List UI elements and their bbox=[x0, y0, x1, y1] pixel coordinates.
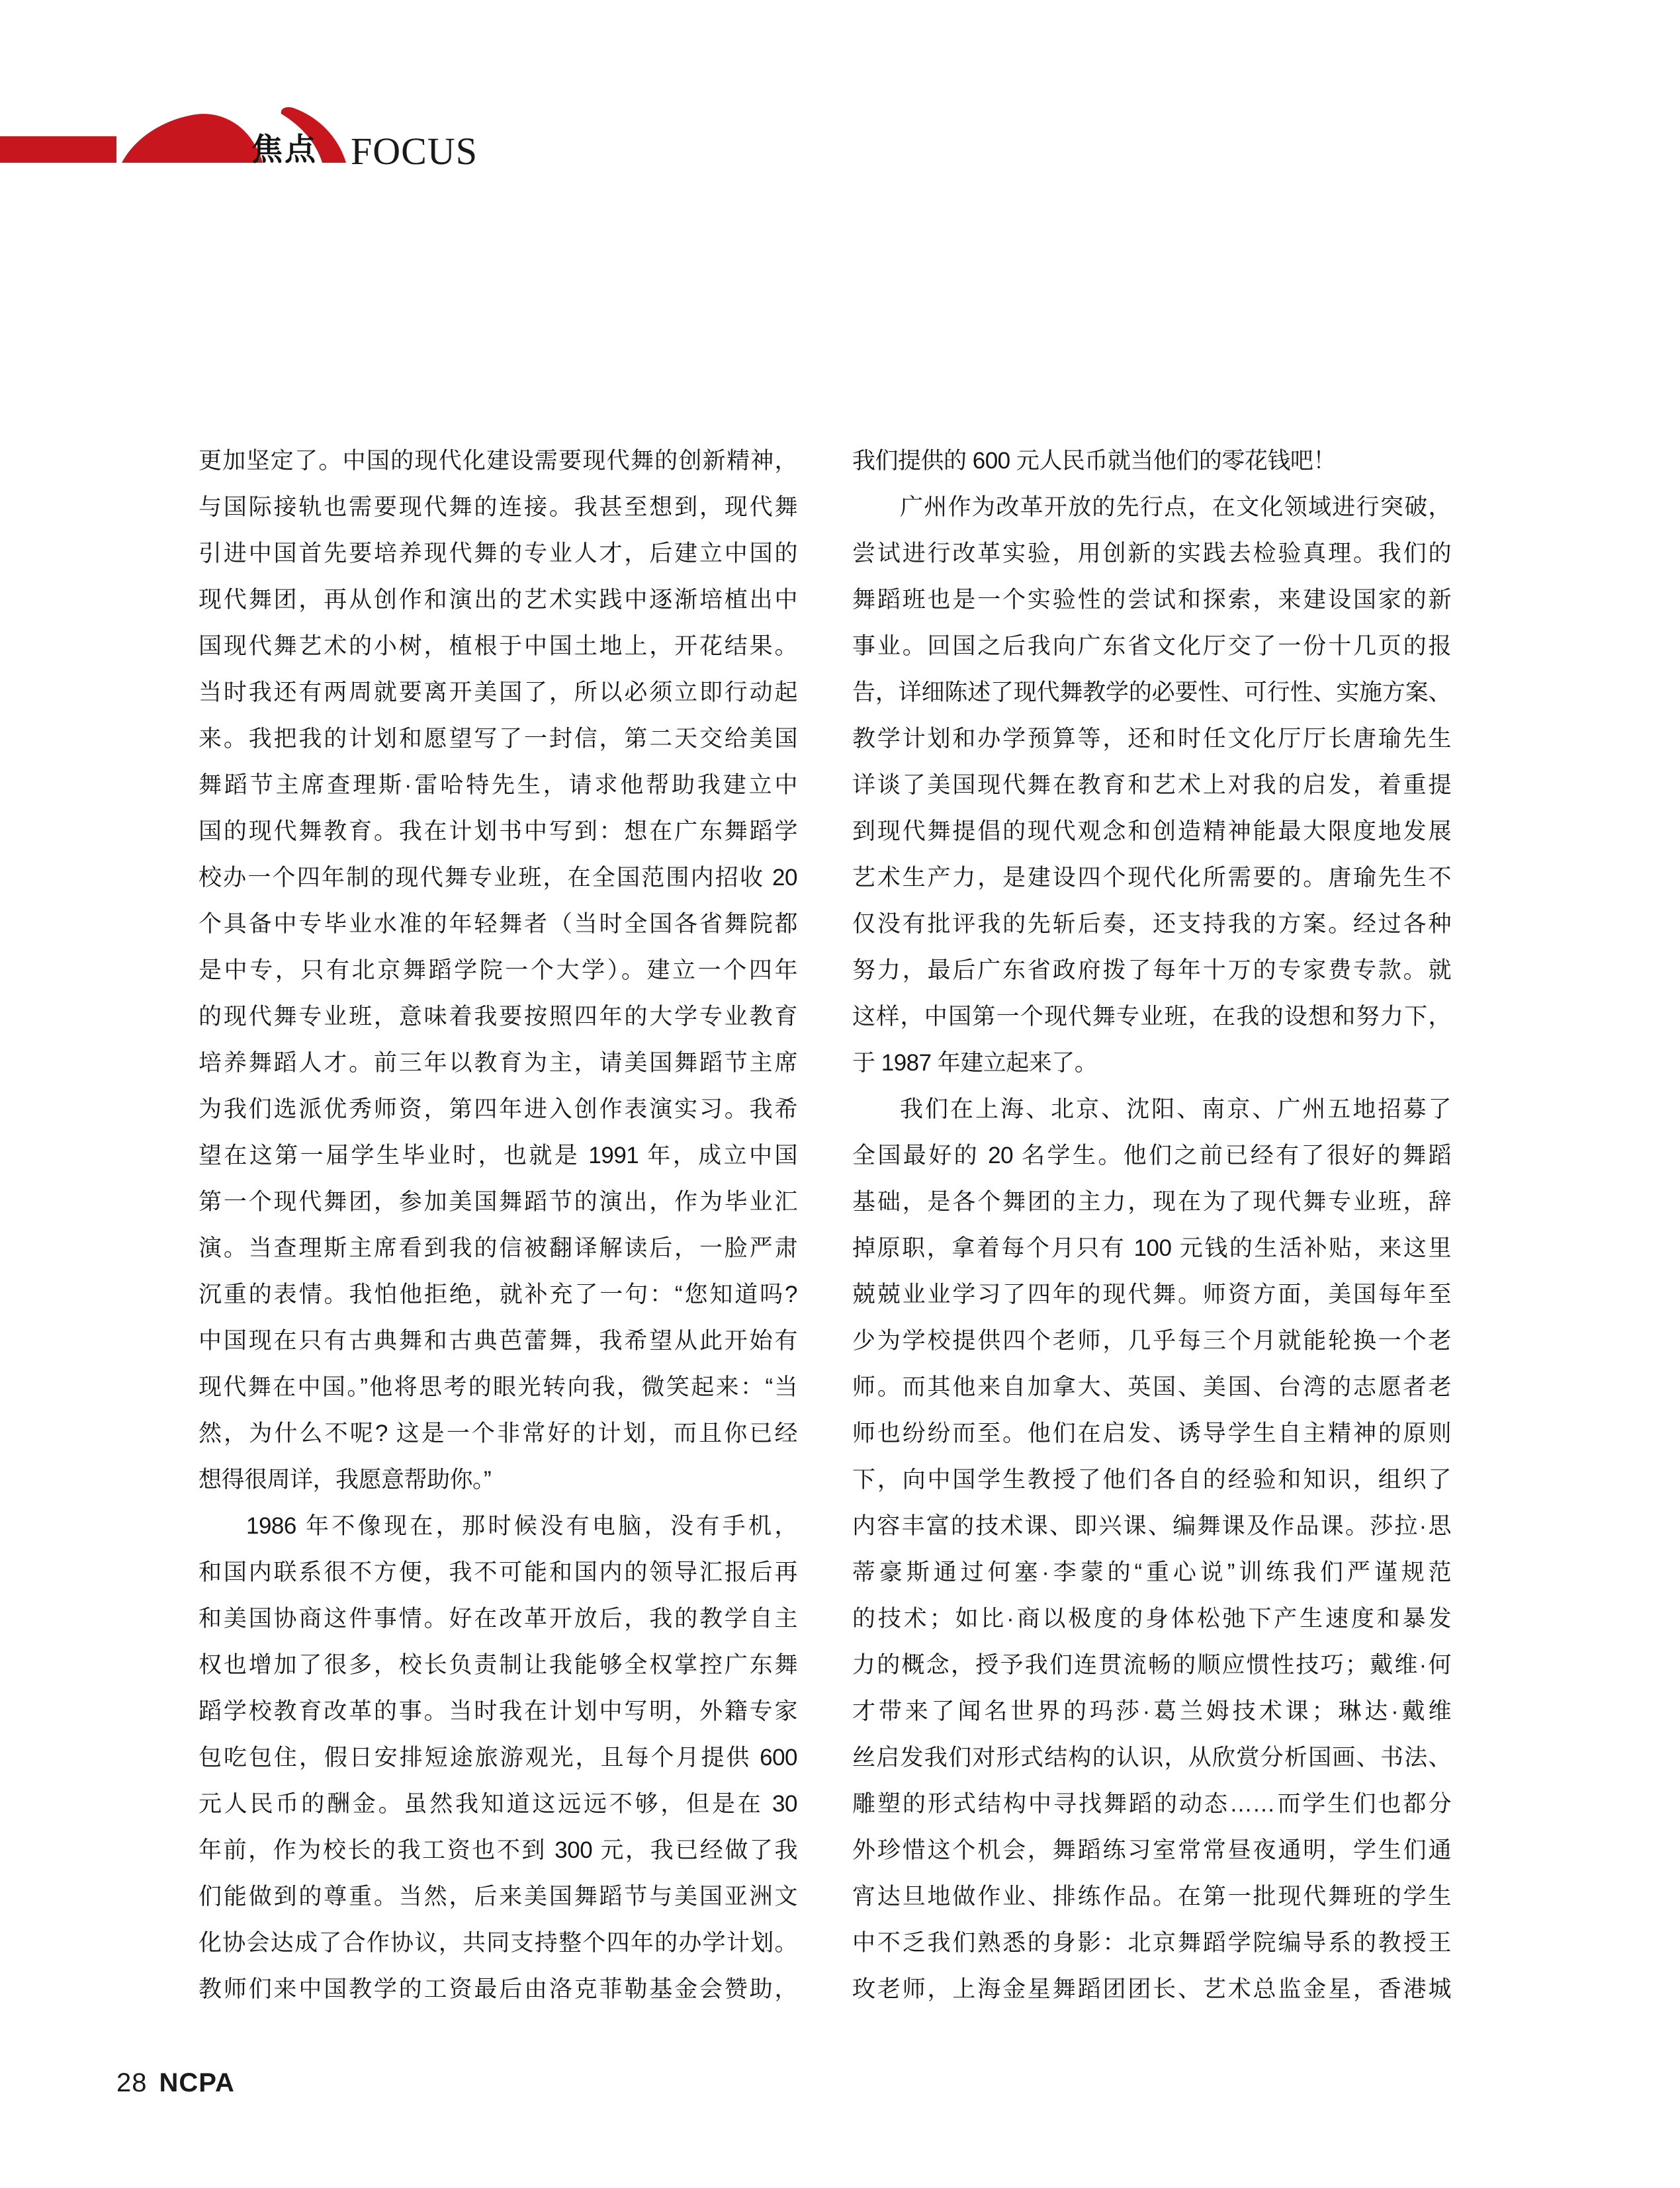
text-line: 现代舞在中国。”他将思考的眼光转向我，微笑起来：“当 bbox=[199, 1374, 797, 1400]
text-line: 包吃包住，假日安排短途旅游观光，且每个月提供 600 bbox=[199, 1745, 797, 1771]
text-line: 培养舞蹈人才。前三年以教育为主，请美国舞蹈节主席 bbox=[199, 1050, 797, 1076]
magazine-brand: NCPA bbox=[159, 2068, 235, 2097]
text-line: 是中专，只有北京舞蹈学院一个大学）。建立一个四年 bbox=[199, 957, 797, 983]
text-line: 的技术；如比·商以极度的身体松弛下产生速度和暴发 bbox=[852, 1606, 1451, 1632]
text-line: 1986 年不像现在，那时候没有电脑，没有手机， bbox=[246, 1513, 797, 1539]
text-line: 力的概念，授予我们连贯流畅的顺应惯性技巧；戴维·何 bbox=[852, 1652, 1451, 1678]
text-line: 国的现代舞教育。我在计划书中写到：想在广东舞蹈学 bbox=[199, 818, 797, 844]
text-line: 校办一个四年制的现代舞专业班，在全国范围内招收 20 bbox=[199, 865, 797, 891]
text-line: 舞蹈节主席查理斯·雷哈特先生，请求他帮助我建立中 bbox=[199, 772, 797, 798]
text-line: 来。我把我的计划和愿望写了一封信，第二天交给美国 bbox=[199, 726, 797, 752]
text-line: 沉重的表情。我怕他拒绝，就补充了一句：“您知道吗? bbox=[199, 1282, 797, 1307]
text-line: 国现代舞艺术的小树，植根于中国土地上，开花结果。 bbox=[199, 633, 797, 659]
text-line: 权也增加了很多，校长负责制让我能够全权掌控广东舞 bbox=[199, 1652, 797, 1678]
text-line: 详谈了美国现代舞在教育和艺术上对我的启发，着重提 bbox=[852, 772, 1451, 798]
text-line: 我们提供的 600 元人民币就当他们的零花钱吧！ bbox=[852, 448, 1336, 474]
text-line: 少为学校提供四个老师，几乎每三个月就能轮换一个老 bbox=[852, 1328, 1451, 1354]
text-line: 告，详细陈述了现代舞教学的必要性、可行性、实施方案、 bbox=[852, 679, 1451, 705]
text-line: 现代舞团，再从创作和演出的艺术实践中逐渐培植出中 bbox=[199, 587, 797, 613]
text-line: 第一个现代舞团，参加美国舞蹈节的演出，作为毕业汇 bbox=[199, 1189, 797, 1215]
text-line: 到现代舞提倡的现代观念和创造精神能最大限度地发展 bbox=[852, 818, 1451, 844]
text-line: 为我们选派优秀师资，第四年进入创作表演实习。我希 bbox=[199, 1096, 797, 1122]
text-line: 个具备中专毕业水准的年轻舞者（当时全国各省舞院都 bbox=[199, 911, 797, 937]
text-line: 仅没有批评我的先斩后奏，还支持我的方案。经过各种 bbox=[852, 911, 1451, 937]
text-line: 舞蹈班也是一个实验性的尝试和探索，来建设国家的新 bbox=[852, 587, 1451, 613]
text-line: 掉原职，拿着每个月只有 100 元钱的生活补贴，来这里 bbox=[852, 1235, 1451, 1261]
text-line: 才带来了闻名世界的玛莎·葛兰姆技术课；琳达·戴维 bbox=[852, 1698, 1451, 1724]
text-column-right bbox=[852, 438, 1451, 2013]
text-line: 和国内联系很不方便，我不可能和国内的领导汇报后再 bbox=[199, 1559, 797, 1585]
text-line: 尝试进行改革实验，用创新的实践去检验真理。我们的 bbox=[852, 541, 1451, 566]
text-line: 想得很周详，我愿意帮助你。” bbox=[199, 1467, 492, 1493]
text-line: 宵达旦地做作业、排练作品。在第一批现代舞班的学生 bbox=[852, 1884, 1451, 1909]
text-line: 师。而其他来自加拿大、英国、美国、台湾的志愿者老 bbox=[852, 1374, 1451, 1400]
text-line: 化协会达成了合作协议，共同支持整个四年的办学计划。 bbox=[199, 1930, 797, 1956]
text-line: 基础，是各个舞团的主力，现在为了现代舞专业班，辞 bbox=[852, 1189, 1451, 1215]
text-line: 引进中国首先要培养现代舞的专业人才，后建立中国的 bbox=[199, 541, 797, 566]
text-line: 玫老师，上海金星舞蹈团团长、艺术总监金星，香港城 bbox=[852, 1976, 1451, 2002]
text-line: 和美国协商这件事情。好在改革开放后，我的教学自主 bbox=[199, 1606, 797, 1632]
section-title-en: FOCUS bbox=[351, 130, 478, 173]
page-footer bbox=[116, 2068, 235, 2098]
text-line: 丝启发我们对形式结构的认识，从欣赏分析国画、书法、 bbox=[852, 1745, 1451, 1771]
text-line: 当时我还有两周就要离开美国了，所以必须立即行动起 bbox=[199, 679, 797, 705]
text-line: 望在这第一届学生毕业时，也就是 1991 年，成立中国 bbox=[199, 1143, 797, 1168]
text-line: 努力，最后广东省政府拨了每年十万的专家费专款。就 bbox=[852, 957, 1451, 983]
text-line: 与国际接轨也需要现代舞的连接。我甚至想到，现代舞 bbox=[199, 494, 797, 520]
text-line: 兢兢业业学习了四年的现代舞。师资方面，美国每年至 bbox=[852, 1282, 1451, 1307]
text-column-left bbox=[199, 438, 797, 2013]
text-line: 我们在上海、北京、沈阳、南京、广州五地招募了 bbox=[900, 1096, 1451, 1122]
text-line: 师也纷纷而至。他们在启发、诱导学生自主精神的原则 bbox=[852, 1421, 1451, 1446]
text-line: 雕塑的形式结构中寻找舞蹈的动态……而学生们也都分 bbox=[852, 1791, 1451, 1817]
text-line: 教师们来中国教学的工资最后由洛克菲勒基金会赞助， bbox=[199, 1976, 797, 2002]
text-line: 中国现在只有古典舞和古典芭蕾舞，我希望从此开始有 bbox=[199, 1328, 797, 1354]
logo-arc-icon bbox=[122, 114, 263, 163]
text-line: 内容丰富的技术课、即兴课、编舞课及作品课。莎拉·思 bbox=[852, 1513, 1451, 1539]
text-line: 广州作为改革开放的先行点，在文化领域进行突破， bbox=[900, 494, 1451, 520]
text-line: 更加坚定了。中国的现代化建设需要现代舞的创新精神， bbox=[199, 448, 797, 474]
text-line: 然，为什么不呢? 这是一个非常好的计划，而且你已经 bbox=[199, 1421, 797, 1446]
text-line: 外珍惜这个机会，舞蹈练习室常常昼夜通明，学生们通 bbox=[852, 1837, 1451, 1863]
text-line: 这样，中国第一个现代舞专业班，在我的设想和努力下， bbox=[852, 1004, 1451, 1029]
text-line: 教学计划和办学预算等，还和时任文化厅厅长唐瑜先生 bbox=[852, 726, 1451, 752]
logo-red-bar bbox=[0, 136, 116, 163]
text-line: 们能做到的尊重。当然，后来美国舞蹈节与美国亚洲文 bbox=[199, 1884, 797, 1909]
text-line: 年前，作为校长的我工资也不到 300 元，我已经做了我 bbox=[199, 1837, 797, 1863]
section-title-zh: 焦点 bbox=[251, 132, 318, 167]
text-line: 蒂豪斯通过何塞·李蒙的“重心说”训练我们严谨规范 bbox=[852, 1559, 1451, 1585]
text-line: 的现代舞专业班，意味着我要按照四年的大学专业教育 bbox=[199, 1004, 797, 1029]
text-line: 演。当查理斯主席看到我的信被翻译解读后，一脸严肃 bbox=[199, 1235, 797, 1261]
text-line: 下，向中国学生教授了他们各自的经验和知识，组织了 bbox=[852, 1467, 1451, 1493]
text-line: 蹈学校教育改革的事。当时我在计划中写明，外籍专家 bbox=[199, 1698, 797, 1724]
text-line: 事业。回国之后我向广东省文化厅交了一份十几页的报 bbox=[852, 633, 1451, 659]
text-line: 元人民币的酬金。虽然我知道这远远不够，但是在 30 bbox=[199, 1791, 797, 1817]
text-line: 全国最好的 20 名学生。他们之前已经有了很好的舞蹈 bbox=[852, 1143, 1451, 1168]
text-line: 中不乏我们熟悉的身影：北京舞蹈学院编导系的教授王 bbox=[852, 1930, 1451, 1956]
page-number: 28 bbox=[116, 2068, 148, 2097]
text-line: 艺术生产力，是建设四个现代化所需要的。唐瑜先生不 bbox=[852, 865, 1451, 891]
text-line: 于 1987 年建立起来了。 bbox=[852, 1050, 1098, 1076]
